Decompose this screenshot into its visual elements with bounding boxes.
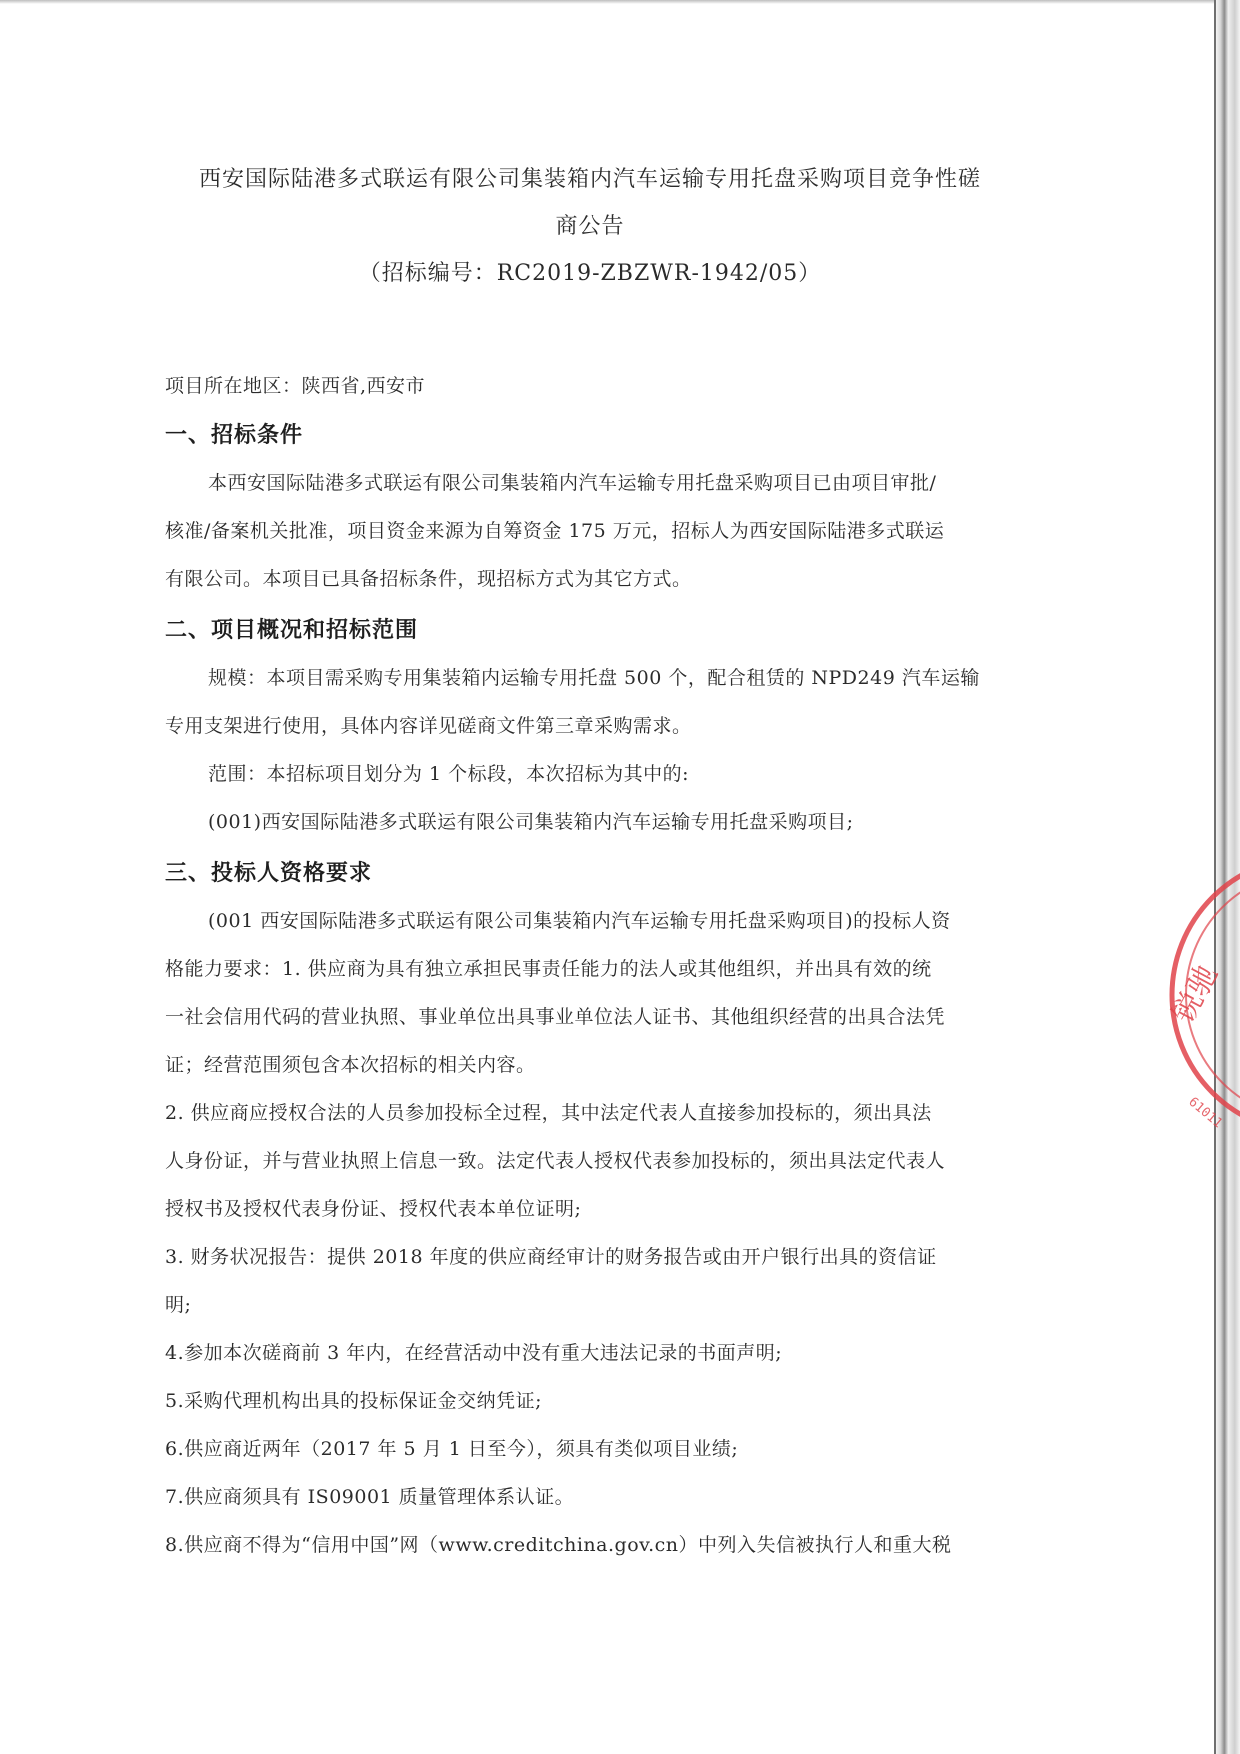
section-3-line: 明; — [165, 1294, 192, 1316]
document-title-line-1: 西安国际陆港多式联运有限公司集装箱内汽车运输专用托盘采购项目竞争性磋 — [198, 167, 981, 192]
section-1 — [165, 418, 1025, 612]
section-3-line: 5.采购代理机构出具的投标保证金交纳凭证; — [165, 1390, 543, 1412]
section-3-line: 4.参加本次磋商前 3 年内，在经营活动中没有重大违法记录的书面声明; — [165, 1342, 783, 1364]
section-3-line: (001 西安国际陆港多式联运有限公司集装箱内汽车运输专用托盘采购项目)的投标人资 — [208, 910, 951, 932]
document-title-line-2: 商公告 — [555, 214, 625, 239]
section-3-line: 授权书及授权代表身份证、授权代表本单位证明; — [165, 1198, 582, 1220]
tender-number: （招标编号：RC2019-ZBZWR-1942/05） — [358, 261, 822, 286]
section-3 — [165, 856, 1025, 1578]
section-3-line: 格能力要求：1. 供应商为具有独立承担民事责任能力的法人或其他组织，并出具有效的统 — [165, 958, 932, 980]
section-2-line: 规模：本项目需采购专用集装箱内运输专用托盘 500 个，配合租赁的 NPD249 汽车运输 — [208, 667, 980, 689]
section-3-line: 3. 财务状况报告：提供 2018 年度的供应商经审计的财务报告或由开户银行出具的资信证 — [165, 1246, 937, 1268]
section-3-line: 6.供应商近两年（2017 年 5 月 1 日至今），须具有类似项目业绩; — [165, 1438, 739, 1460]
section-2-line: 专用支架进行使用，具体内容详见磋商文件第三章采购需求。 — [165, 715, 692, 737]
seal-number: 61011 — [1185, 1094, 1226, 1132]
section-3-line: 2. 供应商应授权合法的人员参加投标全过程，其中法定代表人直接参加投标的，须出具法 — [165, 1102, 932, 1124]
section-1-line: 有限公司。本项目已具备招标条件，现招标方式为其它方式。 — [165, 568, 692, 590]
project-location: 项目所在地区：陕西省,西安市 — [165, 375, 426, 397]
section-2-line: 范围：本招标项目划分为 1 个标段，本次招标为其中的: — [208, 763, 690, 785]
section-3-line: 7.供应商须具有 IS09001 质量管理体系认证。 — [165, 1486, 575, 1508]
section-3-line: 8.供应商不得为“信用中国”网（www.creditchina.gov.cn）中列入失信被执行人和重大税 — [165, 1534, 952, 1556]
section-3-line: 一社会信用代码的营业执照、事业单位出具事业单位法人证书、其他组织经营的出具合法凭 — [165, 1006, 946, 1028]
company-seal — [1160, 845, 1240, 1145]
section-1-line: 核准/备案机关批准，项目资金来源为自筹资金 175 万元，招标人为西安国际陆港多式联运 — [165, 520, 945, 542]
section-3-line: 人身份证，并与营业执照上信息一致。法定代表人授权代表参加投标的，须出具法定代表人 — [165, 1150, 946, 1172]
scan-top-edge — [0, 0, 1240, 4]
body-block-1 — [165, 371, 1025, 419]
section-2-heading: 二、项目概况和招标范围 — [165, 618, 419, 643]
section-2 — [165, 613, 1025, 855]
seal-text: 锐驰 — [1166, 959, 1226, 1029]
section-2-line: (001)西安国际陆港多式联运有限公司集装箱内汽车运输专用托盘采购项目; — [208, 811, 854, 833]
section-3-line: 证；经营范围须包含本次招标的相关内容。 — [165, 1054, 536, 1076]
section-1-line: 本西安国际陆港多式联运有限公司集装箱内汽车运输专用托盘采购项目已由项目审批/ — [208, 472, 937, 494]
section-3-heading: 三、投标人资格要求 — [165, 861, 373, 886]
section-1-heading: 一、招标条件 — [165, 423, 304, 448]
